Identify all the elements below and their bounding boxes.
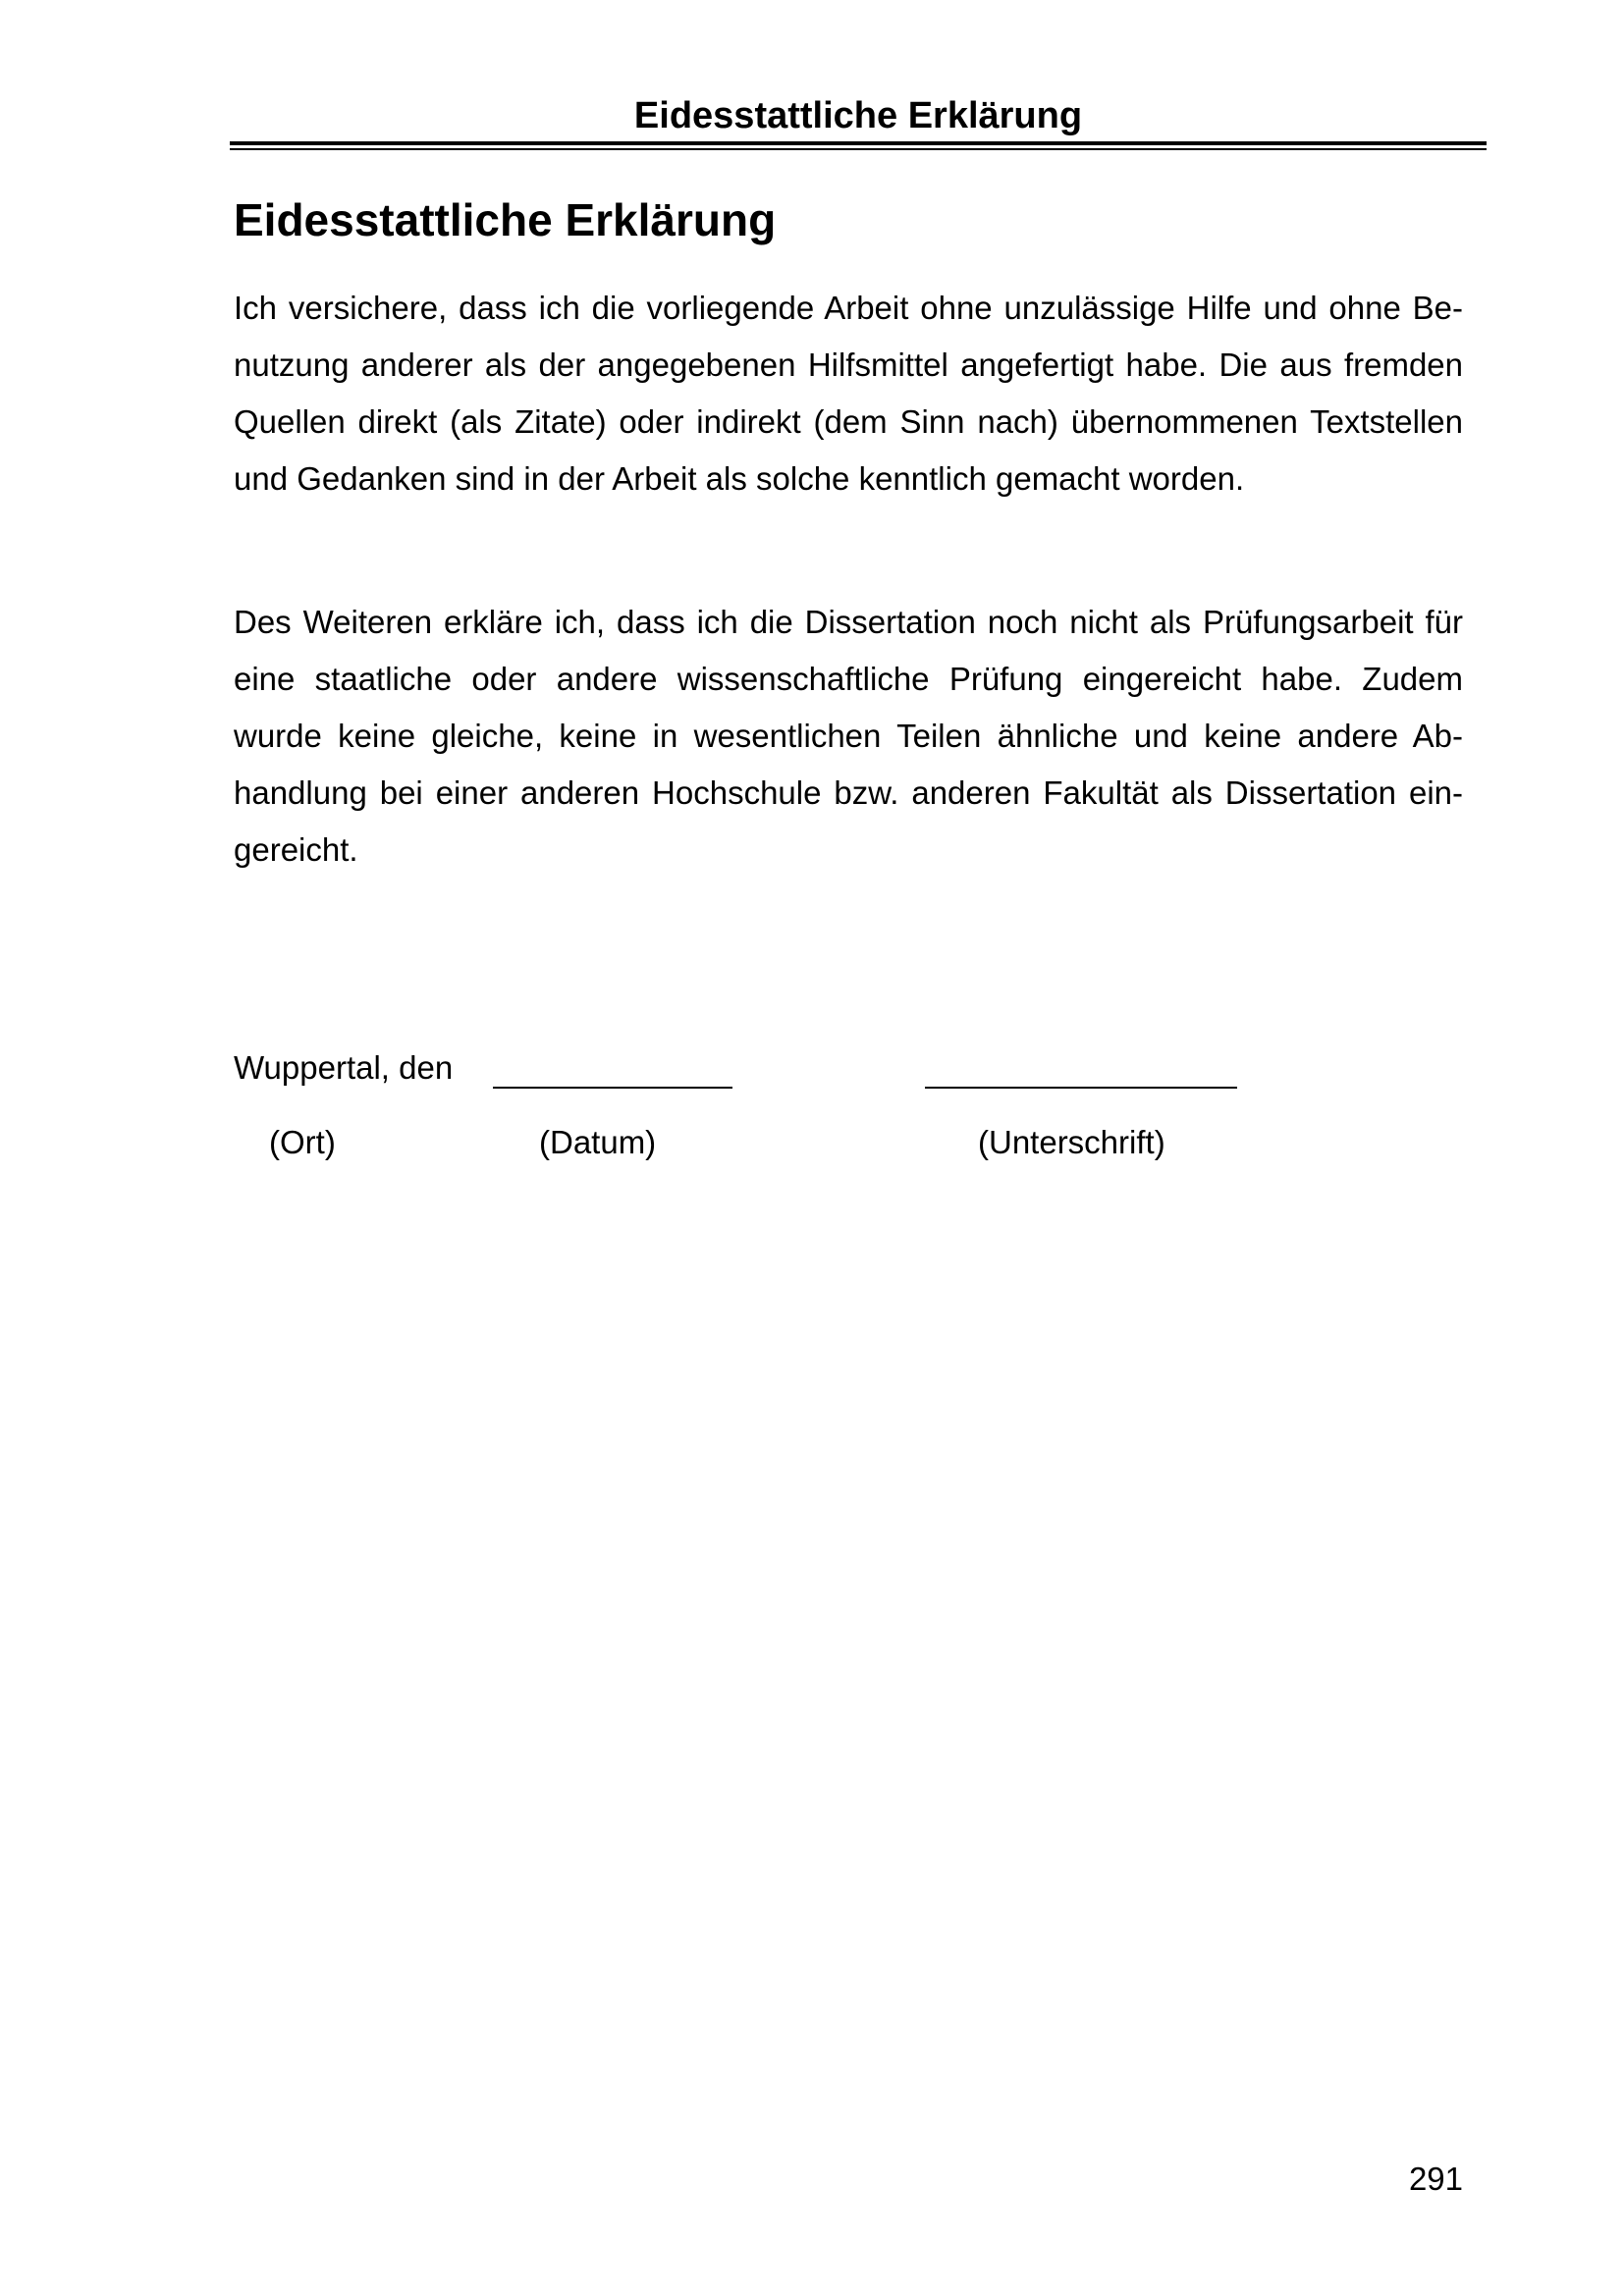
paragraph-further-declaration [234, 594, 1463, 879]
caption-unterschrift: (Unterschrift) [978, 1124, 1165, 1160]
header-rule-thick [230, 141, 1487, 145]
paragraph-line: Quellen direkt (als Zitate) oder indirekt (dem Sinn nach) übernommenen Textstellen [234, 403, 1463, 440]
paragraph-line: handlung bei einer anderen Hochschule bzw. anderen Fakultät als Dissertation ein- [234, 774, 1463, 811]
paragraph-declaration [234, 280, 1463, 507]
paragraph-line: Des Weiteren erkläre ich, dass ich die Dissertation noch nicht als Prüfungsarbeit für [234, 604, 1463, 640]
paragraph-line: wurde keine gleiche, keine in wesentlichen Teilen ähnliche und keine andere Ab- [234, 718, 1463, 754]
running-header: Eidesstattliche Erklärung [633, 95, 1083, 136]
paragraph-line: eine staatliche oder andere wissenschaftliche Prüfung eingereicht habe. Zudem [234, 661, 1463, 697]
paragraph-line: Ich versichere, dass ich die vorliegende Arbeit ohne unzulässige Hilfe und ohne Be- [234, 290, 1463, 326]
page-title: Eidesstattliche Erklärung [234, 194, 777, 245]
caption-datum: (Datum) [539, 1124, 657, 1160]
paragraph-line: und Gedanken sind in der Arbeit als solche kenntlich gemacht worden. [234, 460, 1245, 497]
date-line [493, 1087, 732, 1089]
signature-line [925, 1087, 1237, 1089]
page-number: 291 [1408, 2161, 1463, 2197]
header-rule-thin [230, 148, 1487, 150]
caption-ort: (Ort) [269, 1124, 336, 1160]
place-label: Wuppertal, den [234, 1049, 454, 1086]
paragraph-line: nutzung anderer als der angegebenen Hilfsmittel angefertigt habe. Die aus fremden [234, 347, 1463, 383]
paragraph-line: gereicht. [234, 831, 358, 868]
